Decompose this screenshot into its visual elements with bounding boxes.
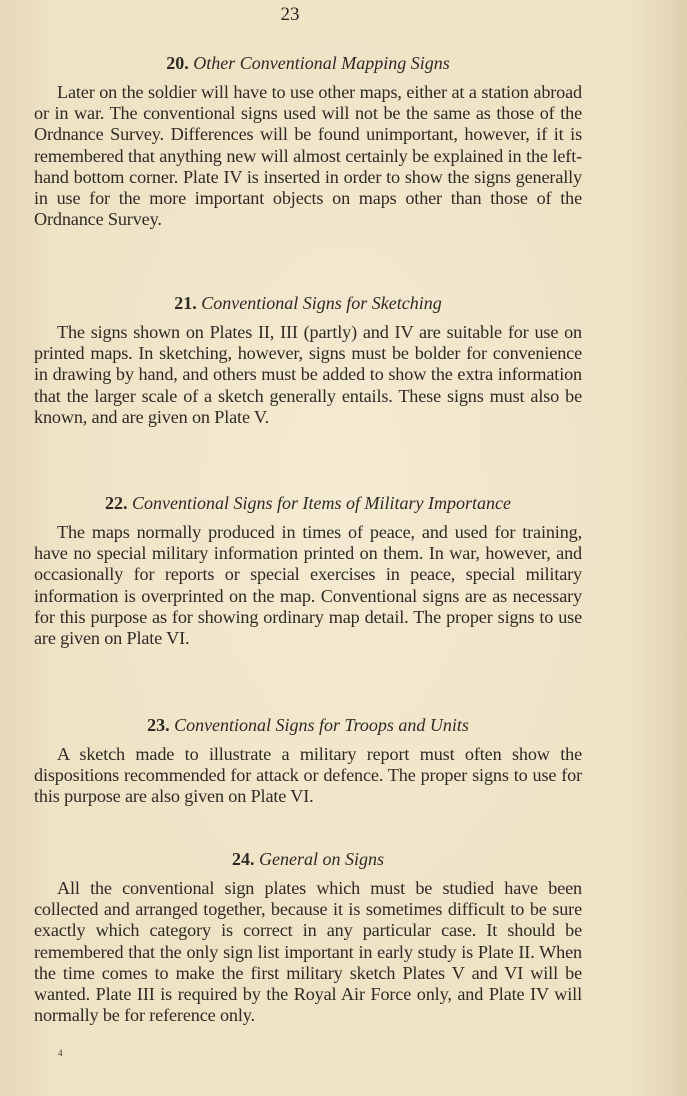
section-paragraph: The signs shown on Plates II, III (partly) and IV are suitable for use on printed maps. In sketching, however, signs must be bolder for convenience in drawing by hand, and others must be added to show the extra information that the larger scale of a sketch generally entails. These signs must also be known, and are given on Plate V.: [34, 322, 582, 427]
section-heading: [34, 848, 582, 870]
section-title: Conventional Signs for Items of Military Importance: [132, 493, 511, 513]
section-title: General on Signs: [259, 849, 384, 869]
section-24: [34, 848, 582, 1026]
section-title: Conventional Signs for Troops and Units: [174, 715, 469, 735]
section-20: [34, 52, 582, 230]
section-paragraph: A sketch made to illustrate a military report must often show the dispositions recommended for attack or defence. The proper signs to use for this purpose are also given on Plate VI.: [34, 744, 582, 807]
section-heading: [34, 52, 582, 74]
section-heading: [34, 492, 582, 514]
section-title: Other Conventional Mapping Signs: [193, 53, 450, 73]
section-title: Conventional Signs for Sketching: [201, 293, 442, 313]
section-paragraph: The maps normally produced in times of peace, and used for training, have no special military information printed on them. In war, however, and occasionally for reports or special exercises in peace, special military information is overprinted on the map. Conventional signs are as necessary for this purpose as for showing ordinary map detail. The proper signs to use are given on Plate VI.: [34, 522, 582, 649]
section-21: [34, 292, 582, 428]
signature-mark: 4: [58, 1048, 63, 1058]
section-22: [34, 492, 582, 649]
page-number: 23: [280, 4, 300, 25]
section-number: 22.: [105, 493, 128, 513]
section-number: 21.: [174, 293, 197, 313]
section-paragraph: All the conventional sign plates which must be studied have been collected and arranged together, because it is sometimes difficult to be sure exactly which category is correct in any particular case. It should be remembered that the only sign list important in early study is Plate II. When the time comes to make the first military sketch Plates V and VI will be wanted. Plate III is required by the Royal Air Force only, and Plate IV will normally be for reference only.: [34, 878, 582, 1026]
section-number: 20.: [166, 53, 189, 73]
section-paragraph: Later on the soldier will have to use other maps, either at a station abroad or in war. The conventional signs used will not be the same as those of the Ordnance Survey. Differences will be found unimportant, however, if it is remembered that anything new will almost certainly be explained in the left-hand bottom corner. Plate IV is inserted in order to show the signs generally in use for the more important objects on maps other than those of the Ordnance Survey.: [34, 82, 582, 230]
section-number: 24.: [232, 849, 255, 869]
section-number: 23.: [147, 715, 170, 735]
section-heading: [34, 292, 582, 314]
section-heading: [34, 714, 582, 736]
section-23: [34, 714, 582, 808]
